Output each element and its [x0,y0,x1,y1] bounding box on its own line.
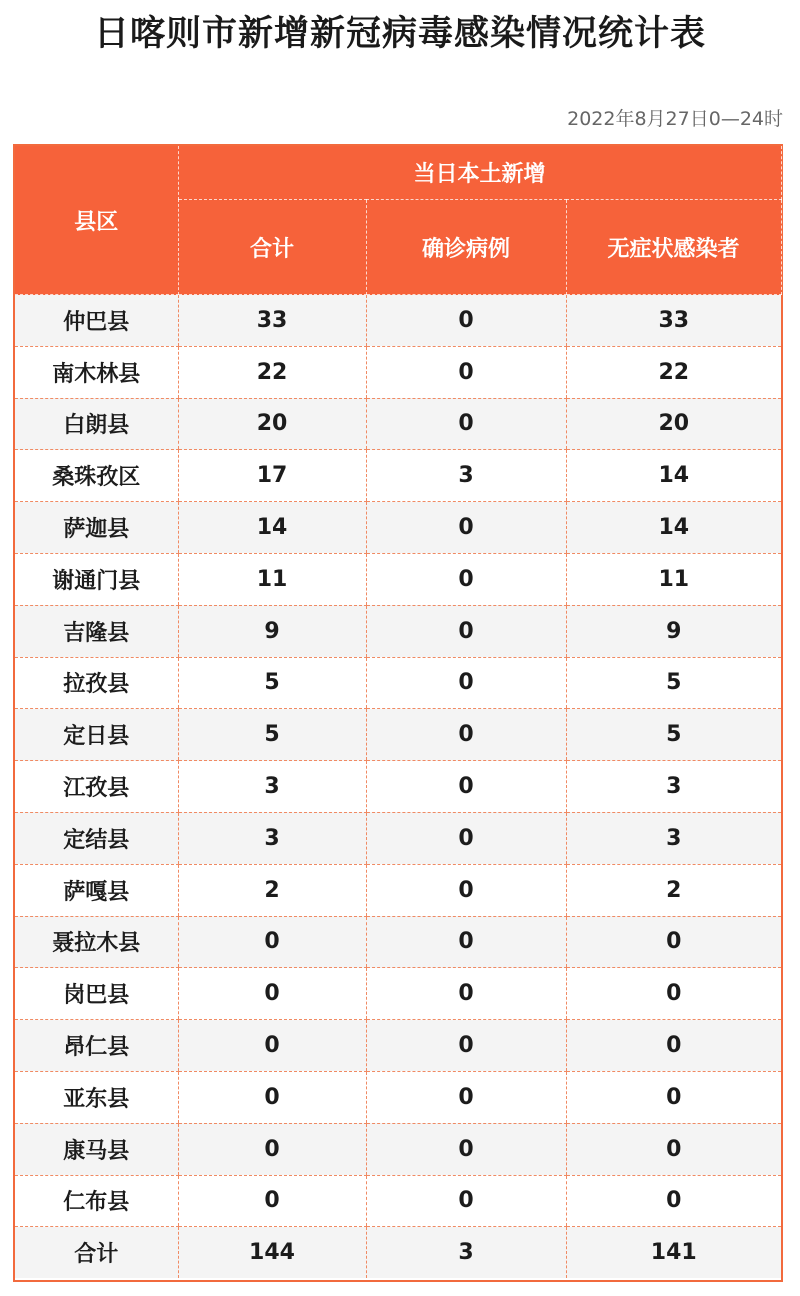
cell-county: 仁布县 [15,1175,178,1227]
cell-total: 0 [178,916,366,968]
stats-table-container [13,144,783,1282]
cell-total: 3 [178,761,366,813]
column-group-header-local-new: 当日本土新增 [178,146,781,200]
table-row [15,605,781,657]
page-title: 日喀则市新增新冠病毒感染情况统计表 [93,14,706,54]
table-header [15,146,781,295]
cell-county: 南木林县 [15,346,178,398]
cell-confirmed: 0 [366,1071,566,1123]
cell-confirmed: 0 [366,295,566,347]
cell-county: 定日县 [15,709,178,761]
table-row [15,1020,781,1072]
cell-county: 拉孜县 [15,657,178,709]
cell-county: 亚东县 [15,1071,178,1123]
cell-confirmed: 0 [366,1020,566,1072]
cell-total: 17 [178,450,366,502]
cell-asymptomatic: 0 [566,1175,781,1227]
cell-total: 5 [178,657,366,709]
cell-county: 江孜县 [15,761,178,813]
cell-county: 仲巴县 [15,295,178,347]
cell-total: 2 [178,864,366,916]
cell-asymptomatic: 5 [566,709,781,761]
cell-total: 0 [178,1123,366,1175]
cell-county: 萨嘎县 [15,864,178,916]
cell-confirmed: 0 [366,812,566,864]
table-row [15,1071,781,1123]
table-row [15,398,781,450]
cell-total: 33 [178,295,366,347]
column-header-confirmed: 确诊病例 [366,200,566,295]
table-row [15,346,781,398]
cell-county: 定结县 [15,812,178,864]
cell-asymptomatic: 20 [566,398,781,450]
cell-confirmed: 0 [366,709,566,761]
cell-asymptomatic: 33 [566,295,781,347]
cell-county: 萨迦县 [15,502,178,554]
summary-asymptomatic: 141 [566,1227,781,1278]
cell-asymptomatic: 0 [566,1020,781,1072]
cell-total: 11 [178,553,366,605]
cell-asymptomatic: 0 [566,916,781,968]
cell-county: 白朗县 [15,398,178,450]
cell-asymptomatic: 5 [566,657,781,709]
table-row [15,864,781,916]
table-row [15,1175,781,1227]
cell-total: 22 [178,346,366,398]
cell-confirmed: 0 [366,761,566,813]
cell-county: 聂拉木县 [15,916,178,968]
cell-county: 康马县 [15,1123,178,1175]
cell-total: 3 [178,812,366,864]
column-header-asymptomatic: 无症状感染者 [566,200,781,295]
table-row [15,709,781,761]
column-header-total: 合计 [178,200,366,295]
cell-confirmed: 0 [366,553,566,605]
cell-confirmed: 0 [366,916,566,968]
cell-asymptomatic: 0 [566,1123,781,1175]
table-row [15,450,781,502]
cell-county: 昂仁县 [15,1020,178,1072]
cell-total: 9 [178,605,366,657]
summary-confirmed: 3 [366,1227,566,1278]
cell-asymptomatic: 3 [566,812,781,864]
cell-asymptomatic: 11 [566,553,781,605]
table-row [15,761,781,813]
cell-total: 20 [178,398,366,450]
table-row [15,657,781,709]
cell-total: 0 [178,1175,366,1227]
table-row [15,916,781,968]
cell-asymptomatic: 0 [566,968,781,1020]
cell-total: 0 [178,1020,366,1072]
cell-confirmed: 0 [366,968,566,1020]
table-body [15,295,781,1279]
cell-asymptomatic: 9 [566,605,781,657]
cell-confirmed: 0 [366,1175,566,1227]
cell-confirmed: 0 [366,502,566,554]
cell-county: 岗巴县 [15,968,178,1020]
cell-total: 0 [178,1071,366,1123]
cell-confirmed: 0 [366,398,566,450]
cell-asymptomatic: 14 [566,450,781,502]
table-row [15,295,781,347]
report-date: 2022年8月27日0—24时 [567,108,783,130]
summary-total: 144 [178,1227,366,1278]
cell-confirmed: 0 [366,605,566,657]
table-row [15,502,781,554]
cell-asymptomatic: 14 [566,502,781,554]
cell-county: 桑珠孜区 [15,450,178,502]
table-row [15,812,781,864]
cell-asymptomatic: 2 [566,864,781,916]
cell-asymptomatic: 3 [566,761,781,813]
cell-asymptomatic: 0 [566,1071,781,1123]
cell-confirmed: 0 [366,657,566,709]
summary-row [15,1227,781,1278]
cell-confirmed: 0 [366,864,566,916]
cell-confirmed: 0 [366,1123,566,1175]
table-row [15,1123,781,1175]
cell-county: 谢通门县 [15,553,178,605]
table-row [15,968,781,1020]
table-row [15,553,781,605]
summary-label: 合计 [15,1227,178,1278]
column-header-county: 县区 [15,146,178,295]
stats-table [15,146,782,1278]
cell-total: 14 [178,502,366,554]
cell-total: 0 [178,968,366,1020]
cell-county: 吉隆县 [15,605,178,657]
cell-asymptomatic: 22 [566,346,781,398]
cell-total: 5 [178,709,366,761]
cell-confirmed: 3 [366,450,566,502]
cell-confirmed: 0 [366,346,566,398]
